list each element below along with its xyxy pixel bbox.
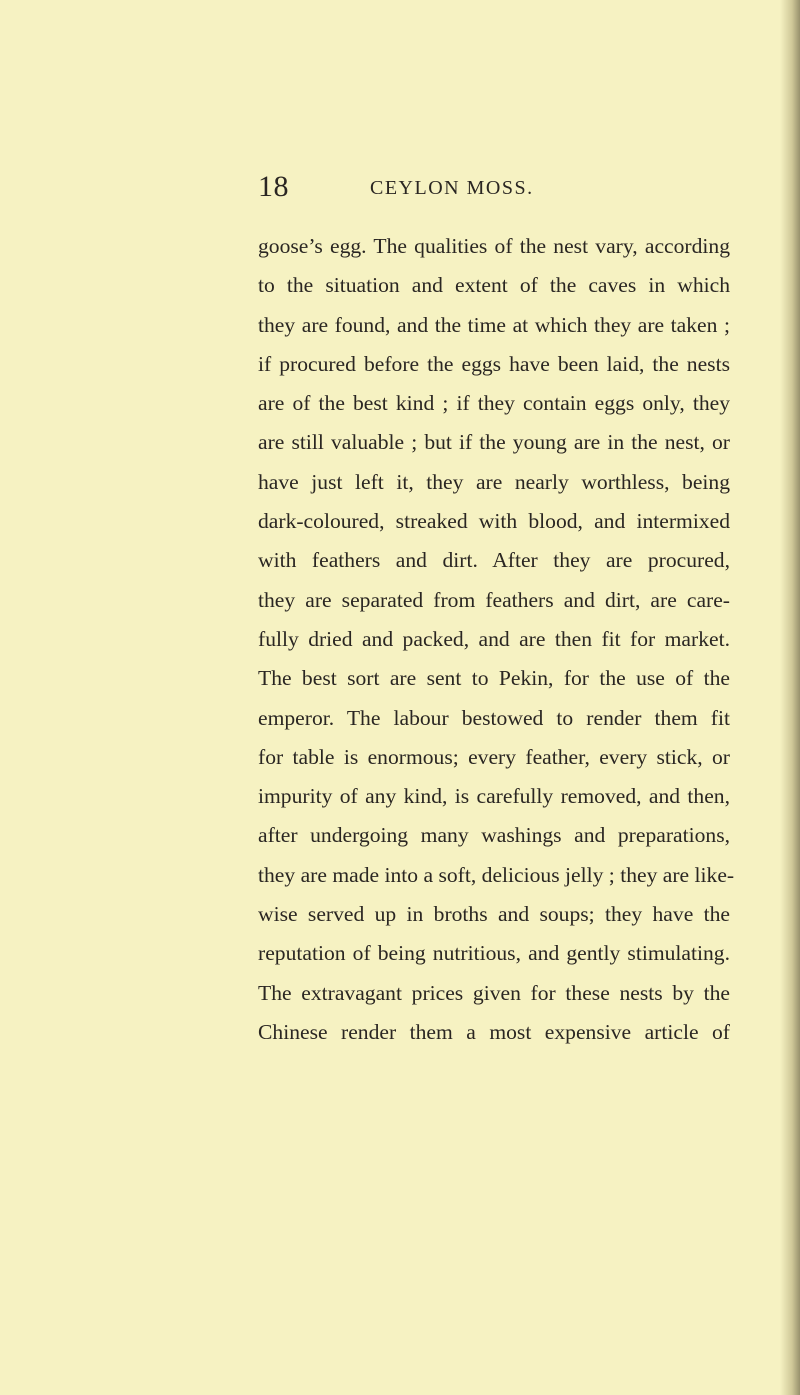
text-line: to the situation and extent of the caves in which xyxy=(258,273,730,298)
text-line: Chinese render them a most expensive article of xyxy=(258,1019,730,1044)
text-line: fully dried and packed, and are then fit for market. xyxy=(258,626,730,651)
text-line: emperor. The labour bestowed to render them fit xyxy=(258,705,730,730)
text-line: impurity of any kind, is carefully removed, and then, xyxy=(258,784,730,809)
page-number: 18 xyxy=(258,170,289,203)
text-line: reputation of being nutritious, and gently stimulating. xyxy=(258,941,730,966)
text-line: they are found, and the time at which they are taken ; xyxy=(258,312,730,337)
text-line: for table is enormous; every feather, every stick, or xyxy=(258,744,730,769)
text-line: after undergoing many washings and preparations, xyxy=(258,823,730,848)
running-title: CEYLON MOSS. xyxy=(370,177,534,199)
text-line: are of the best kind ; if they contain eggs only, they xyxy=(258,391,730,416)
text-line: dark-coloured, streaked with blood, and intermixed xyxy=(258,509,730,534)
page-header xyxy=(258,170,728,204)
text-line: are still valuable ; but if the young are in the nest, or xyxy=(258,430,730,455)
page-edge-shadow xyxy=(780,0,800,1395)
text-line: with feathers and dirt. After they are procured, xyxy=(258,548,730,573)
body-text xyxy=(258,227,735,1052)
text-line: The best sort are sent to Pekin, for the use of the xyxy=(258,666,730,691)
text-line: wise served up in broths and soups; they have the xyxy=(258,902,730,927)
text-line: The extravagant prices given for these nests by the xyxy=(258,980,730,1005)
text-line: if procured before the eggs have been laid, the nests xyxy=(258,351,730,376)
text-line: goose’s egg. The qualities of the nest vary, according xyxy=(258,234,730,258)
text-line: have just left it, they are nearly worthless, being xyxy=(258,469,730,494)
text-line: they are separated from feathers and dirt, are care- xyxy=(258,587,730,612)
text-line: they are made into a soft, delicious jelly ; they are like- xyxy=(258,862,735,887)
